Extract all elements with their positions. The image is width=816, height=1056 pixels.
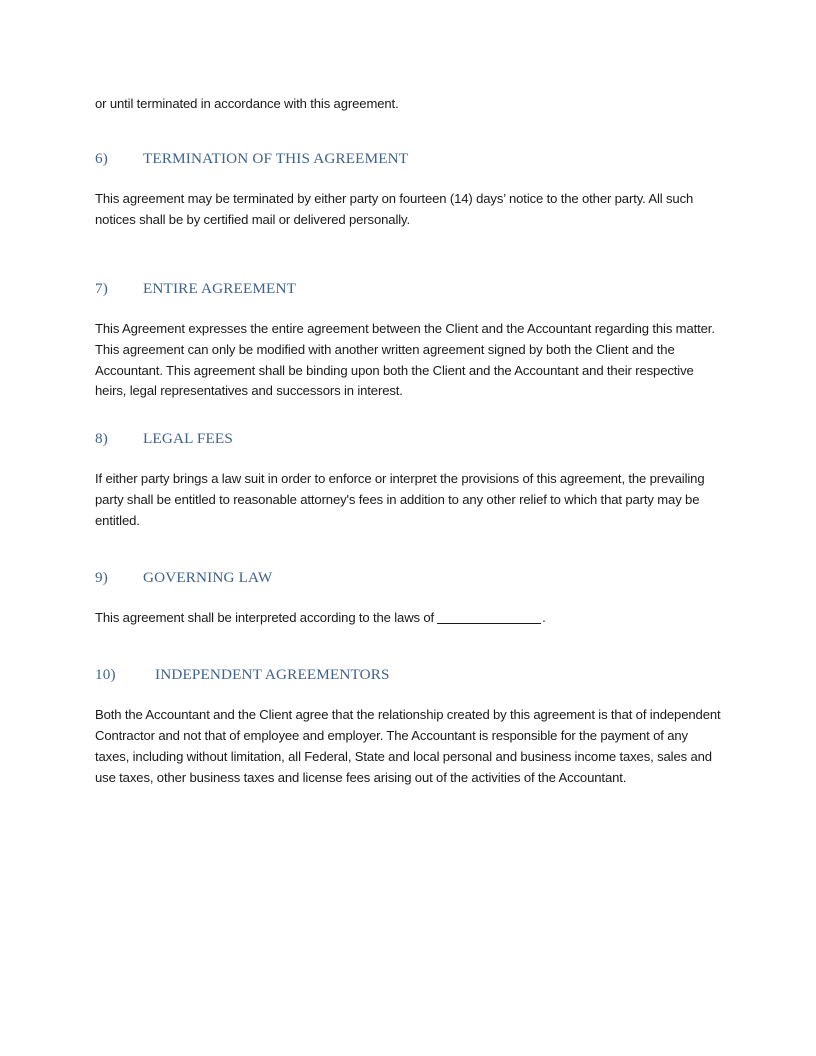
spacer (95, 169, 721, 189)
section-number-9: 9) (95, 569, 108, 587)
spacer (95, 685, 721, 705)
section-body-7: This Agreement expresses the entire agreement between the Client and the Accountant regarding this matter. This agreement can only be modified with another written agreement signed by both the Client and the Accountant. This agreement shall be binding upon both the Client and the Accountant and their respective heirs, legal representatives and successors in interest. (95, 320, 715, 399)
section-body-9 (95, 608, 721, 629)
section-title-8: LEGAL FEES (143, 430, 233, 448)
section-title-9: GOVERNING LAW (143, 569, 273, 587)
section-body-6: This agreement may be terminated by either party on fourteen (14) days’ notice to the other party. All such notices shall be by certified mail or delivered personally. (95, 190, 694, 227)
section-number-7: 7) (95, 279, 108, 297)
spacer (95, 588, 721, 608)
spacer (95, 532, 721, 567)
section-title-6: TERMINATION OF THIS AGREEMENT (143, 149, 409, 167)
governing-law-text-after-blank: . (542, 610, 546, 626)
section-number-6: 6) (95, 149, 108, 167)
section-body-10: Both the Accountant and the Client agree that the relationship created by this agreement is that of independent Contractor and not that of employee and employer. The Accountant is responsible for the payment of any taxes, including without limitation, all Federal, State and local personal and business income taxes, sales and use taxes, other business taxes and license fees arising out of the activities of the Accountant. (95, 706, 721, 785)
spacer (95, 629, 721, 664)
section-heading-10 (95, 664, 721, 685)
governing-law-text-before-blank: This agreement shall be interpreted according to the laws of (95, 610, 435, 626)
spacer (95, 299, 721, 319)
governing-law-blank-field[interactable] (437, 623, 541, 624)
spacer (95, 115, 721, 148)
section-number-8: 8) (95, 430, 108, 448)
lead-paragraph: or until terminated in accordance with this agreement. (95, 96, 399, 111)
section-title-10: INDEPENDENT AGREEMENTORS (155, 665, 390, 683)
section-body-8: If either party brings a law suit in order to enforce or interpret the provisions of this agreement, the prevailing party shall be entitled to reasonable attorney's fees in addition to any other relief to which that party may be entitled. (95, 471, 705, 529)
document-body (95, 94, 721, 789)
section-title-7: ENTIRE AGREEMENT (143, 279, 296, 297)
section-heading-7 (95, 278, 721, 299)
spacer (95, 231, 721, 278)
section-heading-6 (95, 148, 721, 169)
spacer (95, 449, 721, 469)
section-number-10: 10) (95, 665, 116, 683)
section-heading-8 (95, 428, 721, 449)
spacer (95, 402, 721, 428)
section-heading-9 (95, 567, 721, 588)
